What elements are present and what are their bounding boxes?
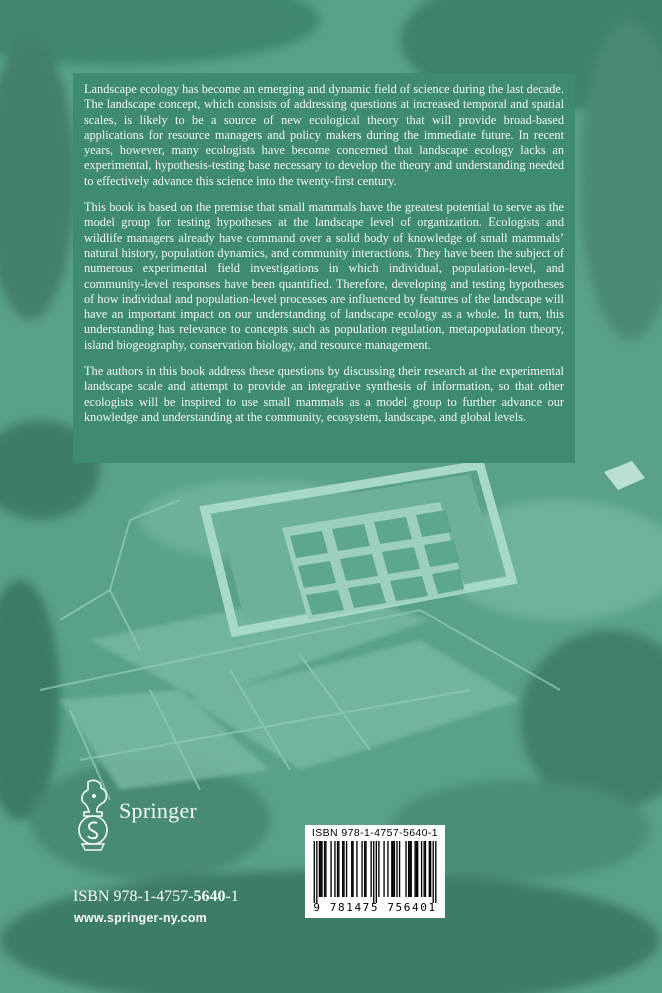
barcode-bar [320,841,321,897]
barcode-bar [356,841,357,897]
description-paragraph-2: This book is based on the premise that small mammals have the greatest potential to serve as the model group for testing hypotheses at the landscape level of organization. Ecologists and wildlife managers already have command over a solid body of knowledge of small mammals’ natural history, population dynamics, and community interactions. They have been the subject of numerous experimental field investigations in which individual, population-level, and community-level responses have been quantified. Therefore, developing and testing hypotheses of how individual and population-level processes are influenced by features of the landscape will have an important impact on our understanding of landscape ecology as a whole. In turn, this understanding has relevance to concepts such as population regulation, metapopulation theory, island biogeography, conservation biology, and resource management. [84,200,564,352]
barcode-bar [330,841,331,897]
barcode-bar [387,841,388,897]
barcode-bar [337,841,338,897]
isbn-prefix: ISBN 978-1-4757- [73,888,194,905]
barcode-bar [338,841,339,897]
barcode-bar [383,841,384,897]
barcode-bar [433,841,434,903]
barcode-bar [361,841,362,897]
barcode-bar [408,841,409,897]
barcode-bar [417,841,418,897]
barcode-bar [343,841,344,897]
barcode-bar [373,841,374,903]
barcode-bar [346,841,347,897]
barcode-digits: 9 781475 756401 [313,901,437,914]
barcode-bar [396,841,397,897]
barcode-bar [352,841,353,897]
barcode-bar [319,841,320,897]
barcode-bar [376,841,377,903]
isbn-suffix: -1 [225,888,239,905]
barcode-bar [334,841,335,897]
barcode-bar [411,841,412,897]
barcode-bar [370,841,371,897]
barcode-bar [421,841,422,897]
barcode-bar [416,841,417,897]
barcode-bar [409,841,410,897]
barcode-bar [423,841,424,897]
barcode-bar [316,841,317,903]
barcode-bar [324,841,325,897]
isbn-text [73,888,239,906]
barcode-bar [314,841,315,903]
barcode-bar [425,841,426,897]
barcode-bar [378,841,379,897]
springer-chess-knight-icon [74,778,114,852]
barcode-bar [414,841,415,897]
barcode-bar [321,841,322,897]
description-paragraph-1: Landscape ecology has become an emerging and dynamic field of science during the last decade. The landscape concept, which consists of addressing questions at increased temporal and spatial scales, is likely to be a source of new ecological theory that will provide broad-based applications for resource managers and policy makers during the immediate future. In recent years, however, many ecologists have become concerned that landscape ecology lacks an experimental, hypothesis-testing base necessary to develop the theory and understanding needed to effectively advance this science into the twenty-first century. [84,82,564,188]
barcode-bar [364,841,365,897]
barcode-bar [342,841,343,897]
publisher-name: Springer [119,798,198,823]
barcode-bar [429,841,430,897]
barcode-bar [430,841,431,897]
barcode-bars [311,841,439,903]
barcode-bar [435,841,436,903]
publisher-logo [74,778,204,858]
barcode-bar [392,841,393,897]
barcode-label [305,825,445,918]
barcode-bar [351,841,352,897]
barcode-bar [405,841,406,897]
barcode-bar [399,841,400,897]
barcode-bar [365,841,366,897]
description-box [73,73,575,463]
barcode-bar [394,841,395,897]
barcode-isbn-text: ISBN 978-1-4757-5640-1 [311,827,439,839]
barcode-bar [325,841,326,897]
description-paragraph-3: The authors in this book address these questions by discussing their research at the experimental landscape scale and attempt to provide an integrative synthesis of information, so that other ecologists will be inspired to use small mammals as a model group to further advance our knowledge and understanding at the community, ecosystem, landscape, and global levels. [84,364,564,424]
isbn-bold-part: 5640 [193,888,226,905]
publisher-website: www.springer-ny.com [74,911,207,925]
barcode-bar [391,841,392,897]
